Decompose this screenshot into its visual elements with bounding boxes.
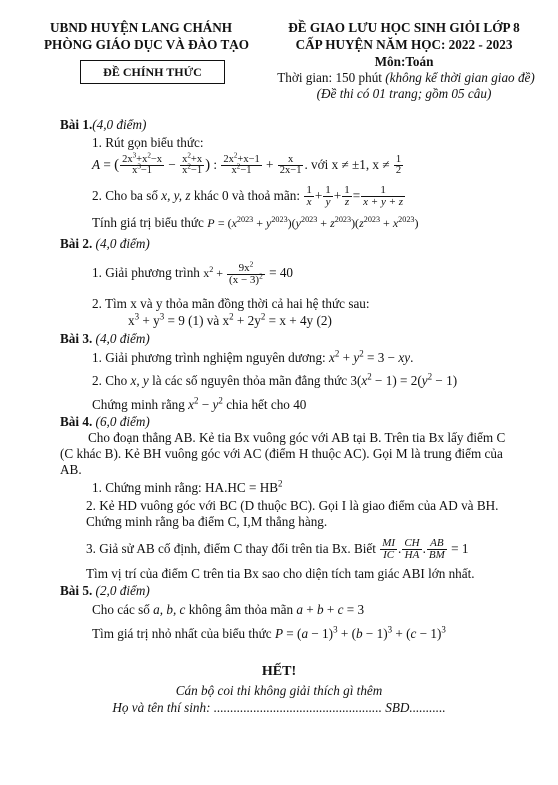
bai1-condition: . với x ≠ ±1, x ≠ xyxy=(304,157,390,172)
bai2-q2-mid: (1) và xyxy=(188,313,220,328)
bai2-q1-text: 1. Giải phương trình xyxy=(92,265,200,280)
bai5-q1-text-a: Cho các số xyxy=(92,602,150,617)
bai5-heading xyxy=(60,583,150,599)
bai4-q1-expr: HA.HC = HB xyxy=(205,480,279,495)
office-name: PHÒNG GIÁO DỤC VÀ ĐÀO TẠO xyxy=(44,37,250,52)
bai5-q2: Tìm giá trị nhỏ nhất của biểu thức $P = (a - 1)^3 + (b - 1)^3 + (c - 1)^3$ xyxy=(92,624,446,641)
bai3-q1: 1. Giải phương trình nghiệm nguyên dương: $x^2 + y^2 = 3$ − xy. xyxy=(92,348,414,365)
bai1-q1: 1. Rút gọn biểu thức: xyxy=(92,135,204,150)
bai3-points: (4,0 điểm) xyxy=(95,331,150,346)
bai3-q2-text-d: chia hết cho 40 xyxy=(226,397,307,412)
bai2-q2-system: $x^3 + y^3 = 9$ (1) và $x^2 + 2y^2 = x + 4y$ (2) xyxy=(128,311,332,328)
bai4-q2: 2. Kẻ HD vuông góc với BC (D thuộc BC). Gọi I là giao điểm của AD và BH. Chứng minh rằng ba điểm C, I,M thẳng hàng. xyxy=(86,498,499,529)
exam-title: ĐỀ GIAO LƯU HỌC SINH GIỎI LỚP 8 xyxy=(288,20,520,35)
time-label: Thời gian: 150 phút xyxy=(277,70,382,85)
official-box xyxy=(80,60,225,84)
bai1-q2-text-b: khác 0 và thoả mãn: xyxy=(193,188,301,203)
bai3-q2-vars: x, y xyxy=(130,373,149,388)
exam-time xyxy=(262,70,550,86)
bai4-intro: Cho đoạn thẳng AB. Kẻ tia Bx vuông góc với AB tại B. Trên tia Bx lấy điểm C (C khác B). Kẻ BH vuông góc với AC (điểm H thuộc AC). Gọi M là trung điểm của AB. xyxy=(60,430,506,477)
bai3-q2-text-c: Chứng minh rằng xyxy=(92,397,185,412)
end-mark: HẾT! xyxy=(261,664,297,679)
exam-subject: Môn:Toán xyxy=(374,54,434,69)
bai5-label: Bài 5. xyxy=(60,583,93,598)
bai5-q1-vars: a, b, c xyxy=(153,602,186,617)
bai5-points: (2,0 điểm) xyxy=(95,583,150,598)
bai4-q4: Tìm vị trí của điểm C trên tia Bx sao cho diện tích tam giác ABI lớn nhất. xyxy=(86,566,475,581)
bai2-q2-end: (2) xyxy=(316,313,332,328)
exam-level: CẤP HUYỆN NĂM HỌC: 2022 - 2023 xyxy=(295,37,513,52)
bai5-q1: Cho các số a, b, c không âm thỏa mãn a + b + c = 3 xyxy=(92,602,365,617)
dept-name: UBND HUYỆN LANG CHÁNH xyxy=(50,20,233,35)
bai3-q3: Chứng minh rằng $x^2 - y^2$ chia hết cho 40 xyxy=(92,395,307,412)
bai2-q2: 2. Tìm x và y thỏa mãn đồng thời cả hai hệ thức sau: xyxy=(92,296,370,311)
bai4-q1: 1. Chứng minh rằng: $HA.HC = HB^2$ xyxy=(92,478,283,495)
bai2-points: (4,0 điểm) xyxy=(95,236,150,251)
bai1-q2-text-a: 2. Cho ba số xyxy=(92,188,158,203)
bai5-q1-text-b: không âm thỏa mãn xyxy=(188,602,294,617)
bai1-q2: 2. Cho ba số x, y, z khác 0 và thoả mãn: $\frac{1}{x}$ + $\frac{1}{y}$ + $\frac{1}{z}$ = $\frac{1}{x + y + z}$ xyxy=(92,184,404,209)
bai4-q3: 3. Giả sử AB cố định, điểm C thay đổi trên tia Bx. Biết $\frac{MI}{IC}$ . $\frac{CH}{HA}$ . $\frac{AB}{BM}$ = 1 xyxy=(86,537,469,562)
bai1-points: (4,0 điểm) xyxy=(92,117,147,132)
bai3-label: Bài 3. xyxy=(60,331,93,346)
bai1-label: Bài 1. xyxy=(60,117,93,132)
bai1-q2-vars: x, y, z xyxy=(161,188,191,203)
bai1-q2-compute: Tính giá trị biểu thức $P = (x^{2023} + y^{2023})(y^{2023} + z^{2023})(z^{2023} + x^{2023})$ xyxy=(92,215,419,230)
bai1-heading xyxy=(60,117,146,133)
bai4-q1-text: 1. Chứng minh rằng: xyxy=(92,480,202,495)
proctor-note: Cán bộ coi thi không giải thích gì thêm xyxy=(175,683,383,698)
time-note: (không kể thời gian giao đề) xyxy=(385,70,535,85)
bai3-q1-text: 1. Giải phương trình nghiệm nguyên dương: xyxy=(92,350,326,365)
bai5-q2-text: Tìm giá trị nhỏ nhất của biểu thức xyxy=(92,626,272,641)
candidate-line: Họ và tên thí sinh: ................................................... SBD........... xyxy=(112,700,446,715)
bai2-label: Bài 2. xyxy=(60,236,93,251)
bai4-heading xyxy=(60,414,150,430)
bai2-q1: 1. Giải phương trình $x^2$ + $\frac{9x^2}{(x - 3)^2}$ = 40 xyxy=(92,259,294,286)
bai3-q2-text-a: 2. Cho xyxy=(92,373,128,388)
bai2-q1-rhs: = 40 xyxy=(269,265,294,280)
bai3-q2-text-b: là các số nguyên thỏa mãn đẳng thức xyxy=(152,373,348,388)
bai3-heading xyxy=(60,331,150,347)
bai2-heading xyxy=(60,236,150,252)
pages-note: (Đề thi có 01 trang; gồm 05 câu) xyxy=(316,86,492,101)
bai4-q3-text: 3. Giả sử AB cố định, điểm C thay đổi trên tia Bx. Biết xyxy=(86,541,376,556)
bai1-q1-expression: A = ( $\frac{2x^3+x^2-x}{x^3-1}$ − $\frac{x^2+x}{x^2-1}$ ) : $\frac{2x^2+x-1}{x^2-1}$ + $\frac{x}{2x-1}$ . với x ≠ ±1, x ≠ $\frac{1}{2}$ xyxy=(92,151,402,177)
bai3-q2: 2. Cho x, y là các số nguyên thỏa mãn đẳng thức $3(x^2 - 1) = 2(y^2 - 1)$ xyxy=(92,371,458,388)
bai4-points: (6,0 điểm) xyxy=(95,414,150,429)
bai4-label: Bài 4. xyxy=(60,414,93,429)
bai1-q2-text-c: Tính giá trị biểu thức xyxy=(92,215,204,230)
official-label: ĐỀ CHÍNH THỨC xyxy=(103,65,202,79)
